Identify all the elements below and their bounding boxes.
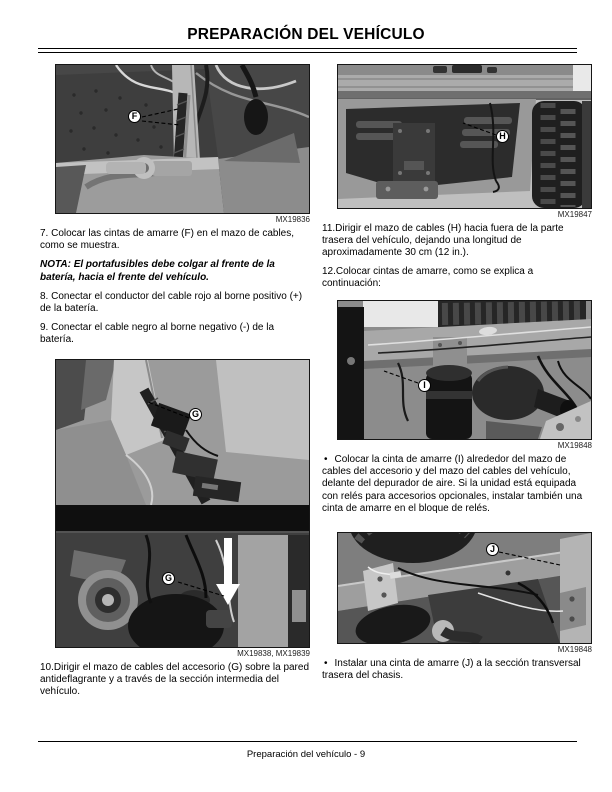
figure-engine-bay bbox=[322, 300, 592, 450]
callout-label-i: I bbox=[418, 379, 431, 392]
callout-label-g-top: G bbox=[189, 408, 202, 421]
figure-chassis-rear bbox=[322, 532, 592, 654]
callout-label-j: J bbox=[486, 543, 499, 556]
engine-photo-art bbox=[338, 301, 591, 439]
photo-chassis-caption: MX19848 bbox=[557, 645, 592, 655]
step-9: 9. Conectar el cable negro al borne negativo (-) de la batería. bbox=[40, 322, 275, 346]
harness-photo-art bbox=[56, 65, 309, 213]
step-11: 11.Dirigir el mazo de cables (H) hacia fuera de la parte trasera del vehículo, dejando una longitud de aproximadamente 30 cm (12 in.). bbox=[322, 223, 564, 259]
chassis-photo-art bbox=[338, 533, 591, 643]
title-rule bbox=[38, 48, 577, 53]
bullet-glyph: • bbox=[324, 658, 328, 670]
page-title: PREPARACIÓN DEL VEHÍCULO bbox=[187, 26, 425, 43]
figure-harness-routing bbox=[40, 359, 310, 658]
footer-rule bbox=[38, 741, 577, 742]
step-10: 10.Dirigir el mazo de cables del accesorio (G) sobre la pared antideflagrante y a través de la sección intermedia del vehículo. bbox=[40, 661, 310, 698]
bullet-item-i bbox=[322, 454, 592, 515]
step-7: 7. Colocar las cintas de amarre (F) en el mazo de cables, como se muestra. bbox=[40, 228, 294, 252]
bullet-j-text: Instalar una cinta de amarre (J) a la sección transversal trasera del chasis. bbox=[322, 658, 581, 682]
photo-harness-front bbox=[55, 64, 310, 214]
photo-routing-caption: MX19838, MX19839 bbox=[237, 648, 310, 658]
figure-harness-front bbox=[40, 64, 310, 224]
routing-photo-art bbox=[56, 360, 309, 647]
callout-label-g-bottom: G bbox=[162, 572, 175, 585]
bullet-item-j bbox=[322, 658, 592, 682]
footer-page-label: Preparación del vehículo - 9 bbox=[246, 749, 366, 760]
photo-rear-caption: MX19847 bbox=[557, 210, 592, 219]
step-8: 8. Conectar el conductor del cable rojo al borne positivo (+) de la batería. bbox=[40, 290, 303, 315]
photo-engine-bay bbox=[337, 300, 592, 440]
left-column bbox=[40, 60, 310, 698]
photo-harness-caption: MX19836 bbox=[275, 215, 310, 224]
figure-rear-view bbox=[322, 64, 592, 219]
photo-chassis-rear bbox=[337, 532, 592, 644]
nota-paragraph: NOTA: El portafusibles debe colgar al frente de la batería, hacia el frente del vehículo. bbox=[40, 259, 275, 283]
photo-harness-routing bbox=[55, 359, 310, 648]
right-column bbox=[322, 60, 592, 682]
photo-rear-view bbox=[337, 64, 592, 209]
bullet-glyph: • bbox=[324, 454, 328, 466]
callout-label-h: H bbox=[496, 130, 509, 143]
rear-photo-art bbox=[338, 65, 591, 208]
photo-engine-caption: MX19848 bbox=[557, 441, 592, 451]
callout-label-f: F bbox=[128, 110, 141, 123]
step-12: 12.Colocar cintas de amarre, como se explica a continuación: bbox=[322, 265, 534, 289]
bullet-i-text: Colocar la cinta de amarre (I) alrededor del mazo de cables del accesorio y del mazo del cables del vehículo, delante del depurador de aire. Si la unidad está equipada con relés para accesorios opcionales, instalar también una cinta de amarre en el bloque de relés. bbox=[322, 454, 583, 514]
